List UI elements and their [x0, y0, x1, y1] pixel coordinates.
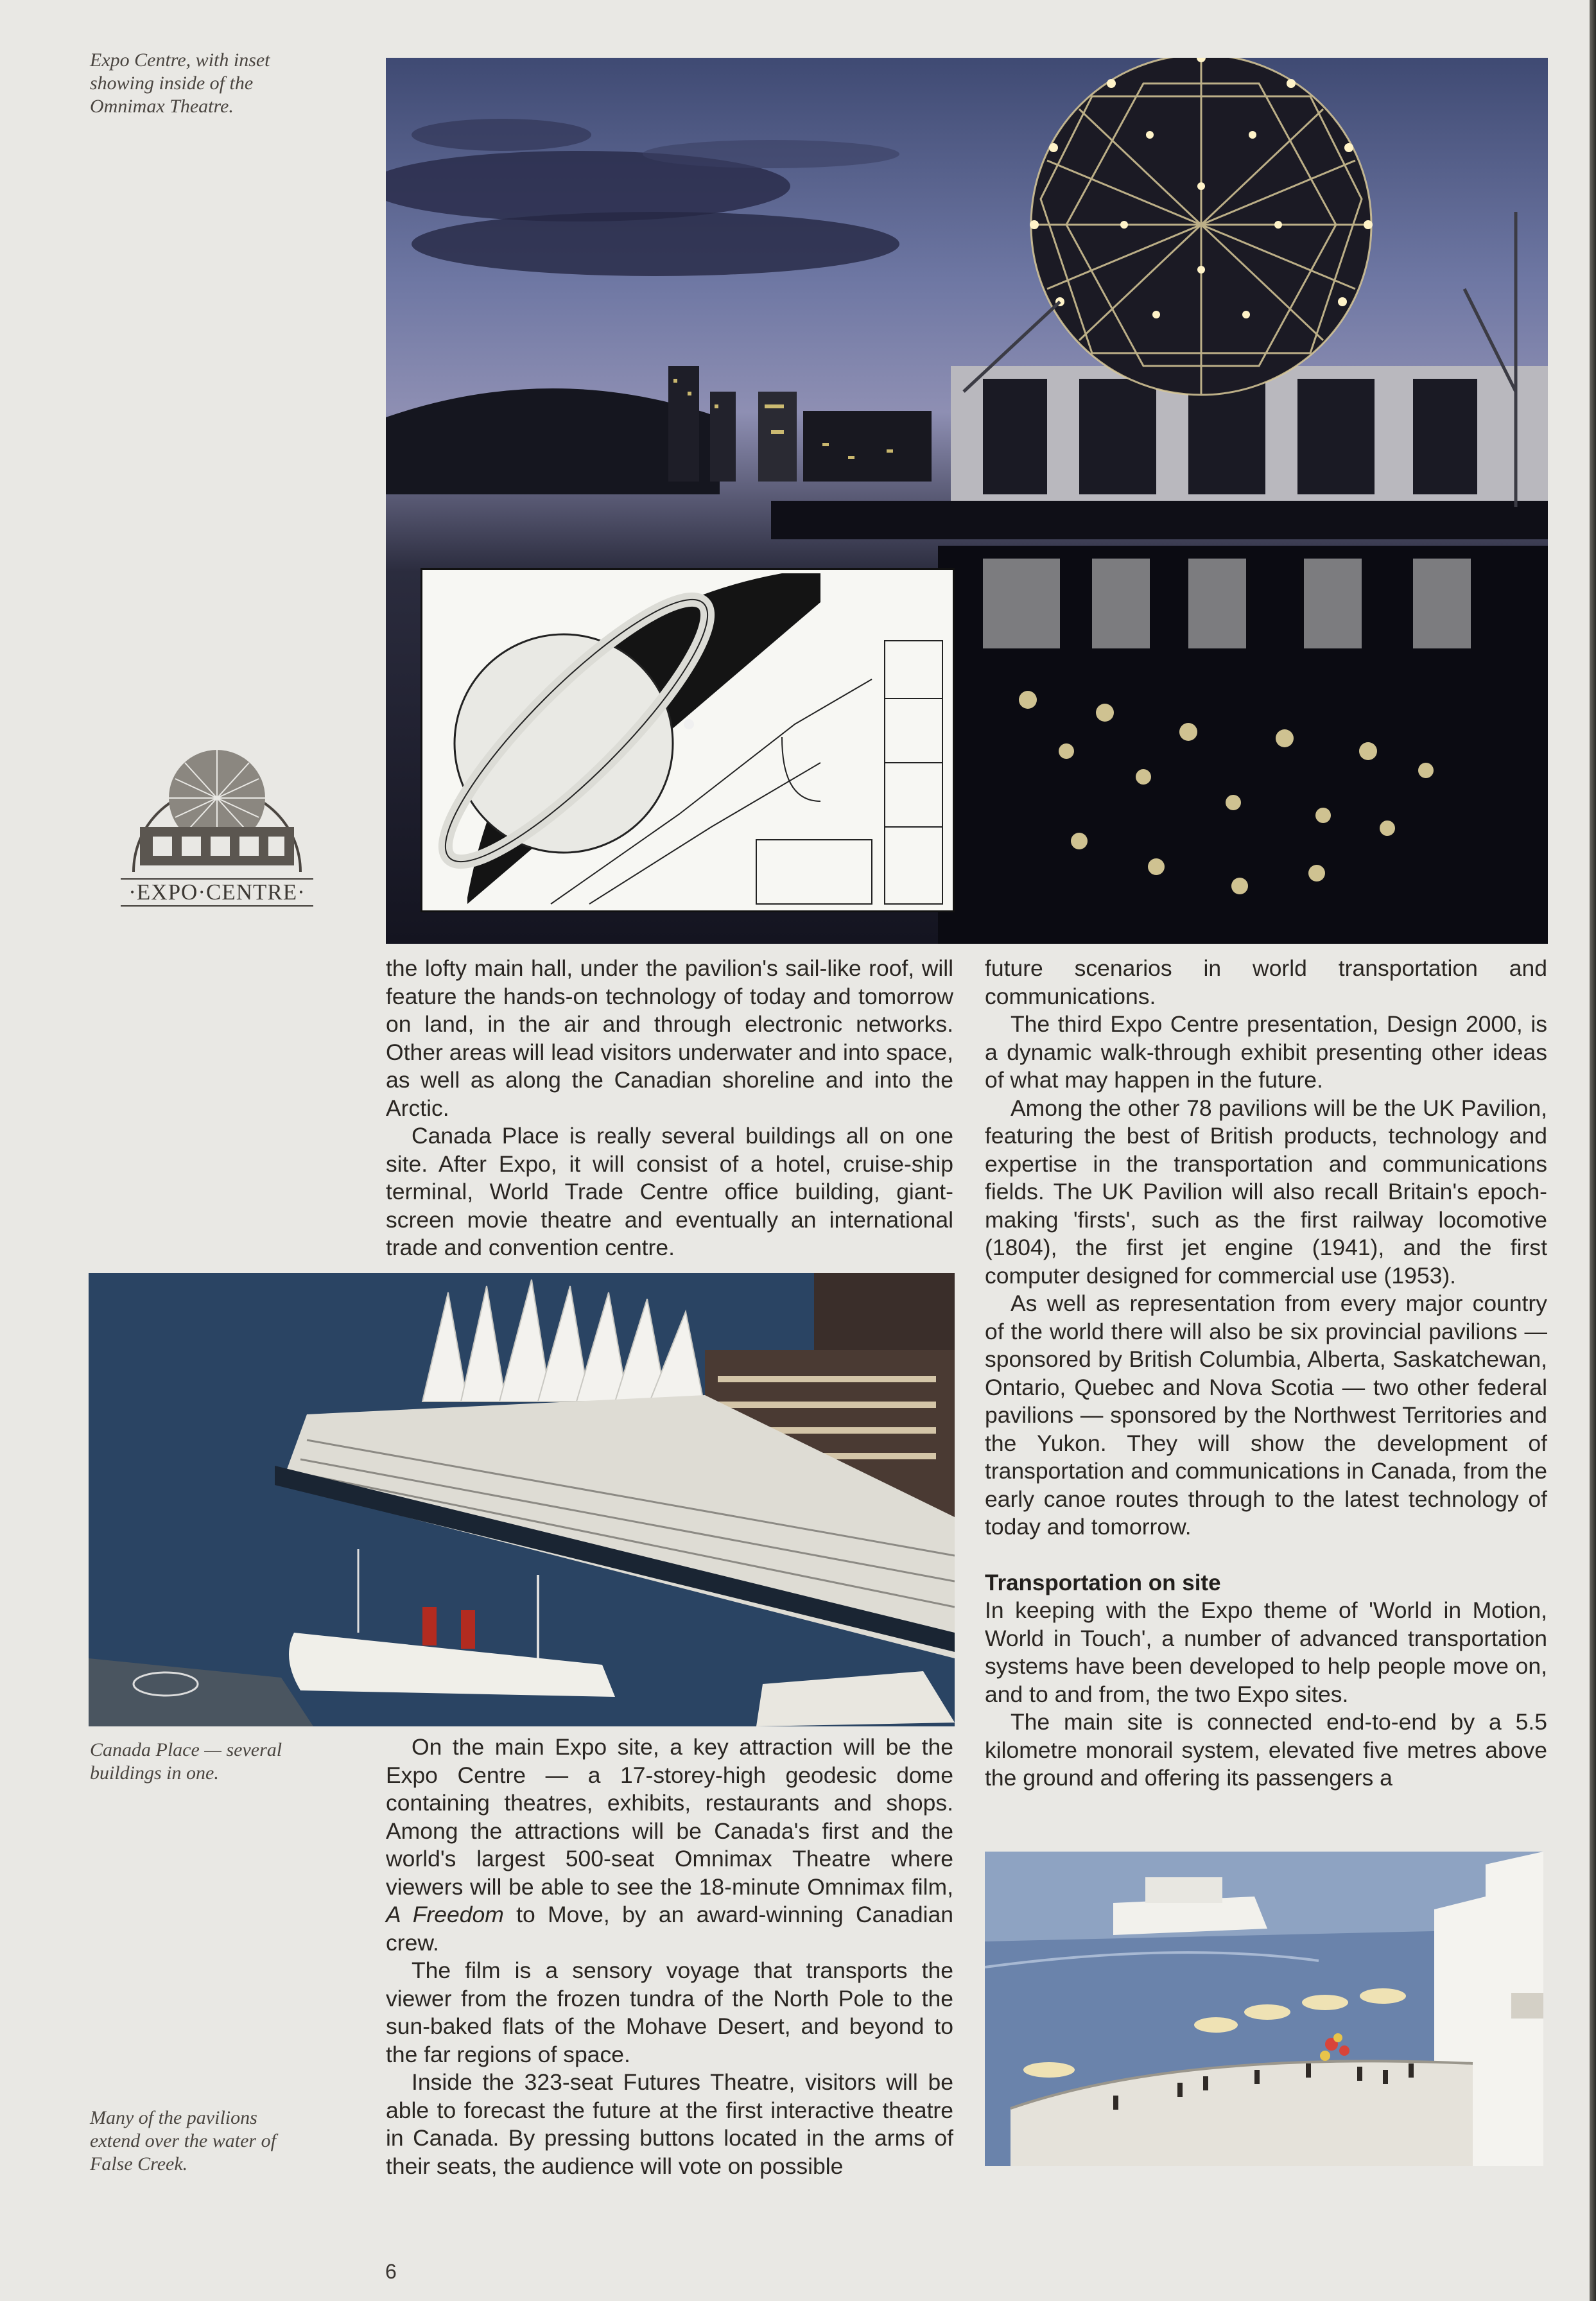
page-number: 6 — [385, 2260, 397, 2283]
section-heading: Transportation on site — [985, 1570, 1221, 1595]
photo-pavilion-false-creek — [985, 1852, 1543, 2166]
paragraph: Canada Place is really several buildings all on one site. After Expo, it will consist of a hotel, cruise-ship terminal, World Trade Centre office building, giant-screen movie theatre and eventually an international trade and convention centre. — [386, 1123, 953, 1260]
caption-expo-centre: Expo Centre, with inset showing inside of the Omnimax Theatre. — [90, 49, 270, 117]
photo-expo-centre-night — [386, 58, 1548, 944]
right-column-text — [985, 955, 1547, 1793]
paragraph-body: On the main Expo site, a key attraction will be the Expo Centre — a 17-storey-high geodesic dome containing theatres, exhibits, restaurants and shops. Among the attractions will be Canada's first and the world's largest 500-seat Omnimax Theatre where viewers will be able to see the 18-minute Omnimax film, — [386, 1734, 953, 1900]
geodesic-dome-icon — [121, 718, 313, 878]
paragraph: The film is a sensory voyage that transports the viewer from the frozen tundra of the North Pole to the sun-baked flats of the Mohave Desert, and beyond to the far regions of space. — [386, 1958, 953, 2067]
paragraph: The third Expo Centre presentation, Design 2000, is a dynamic walk-through exhibit presenting other ideas of what may happen in the future. — [985, 1011, 1547, 1093]
expo-centre-logo — [121, 718, 313, 917]
paragraph: Among the other 78 pavilions will be the UK Pavilion, featuring the best of British products, technology and expertise in the transportation and communications fields. The UK Pavilion will also recall Britain's epoch-making 'firsts', such as the first railway locomotive (1804), the first jet engine (1941), and the first computer designed for commercial use (1953). — [985, 1095, 1547, 1289]
logo-label: ·EXPO·CENTRE· — [121, 878, 313, 907]
paragraph: Inside the 323-seat Futures Theatre, visitors will be able to forecast the future at the first interactive theatre in Canada. By pressing buttons located in the arms of their seats, the audience will vote on possible — [386, 2069, 953, 2179]
photo-canada-place — [89, 1273, 955, 1726]
page-edge — [1590, 0, 1596, 2301]
middle-column-bottom-text — [386, 1733, 953, 2180]
middle-column-top-text — [386, 955, 953, 1262]
caption-pavilions: Many of the pavilions extend over the water of False Creek. — [90, 2107, 276, 2175]
photo-inset-omnimax-theatre — [421, 568, 955, 912]
caption-canada-place: Canada Place — several buildings in one. — [90, 1739, 282, 1784]
paragraph: the lofty main hall, under the pavilion's sail-like roof, will feature the hands-on technology of today and tomorrow on land, in the air and through electronic networks. Other areas will lead visitors underwater and into space, as well as along the Canadian shoreline and into the Arctic. — [386, 955, 953, 1121]
paragraph: In keeping with the Expo theme of 'World in Motion, World in Touch', a number of advanced transportation systems have been developed to help people move on, and to and from, the two Expo sites. — [985, 1597, 1547, 1707]
film-title: A Freedom — [386, 1902, 504, 1927]
paragraph-body-tail: to Move, by an award-winning Canadian crew. — [386, 1902, 953, 1956]
pavilion-illustration — [985, 1852, 1543, 2166]
canada-place-illustration — [89, 1273, 955, 1726]
paragraph: The main site is connected end-to-end by a 5.5 kilometre monorail system, elevated five metres above the ground and offering its passengers a — [985, 1709, 1547, 1791]
paragraph: future scenarios in world transportation and communications. — [985, 955, 1547, 1009]
omnimax-cutaway-drawing — [422, 570, 953, 910]
paragraph — [386, 1733, 953, 1957]
paragraph: As well as representation from every major country of the world there will also be six provincial pavilions — sponsored by British Columbia, Alberta, Saskatchewan, Ontario, Quebec and Nova Scotia — two other federal pavilions — sponsored by the Northwest Territories and the Yukon. They will show the development of transportation and communications in Canada, from the early canoe routes through to the latest technology of today and tomorrow. — [985, 1290, 1547, 1540]
